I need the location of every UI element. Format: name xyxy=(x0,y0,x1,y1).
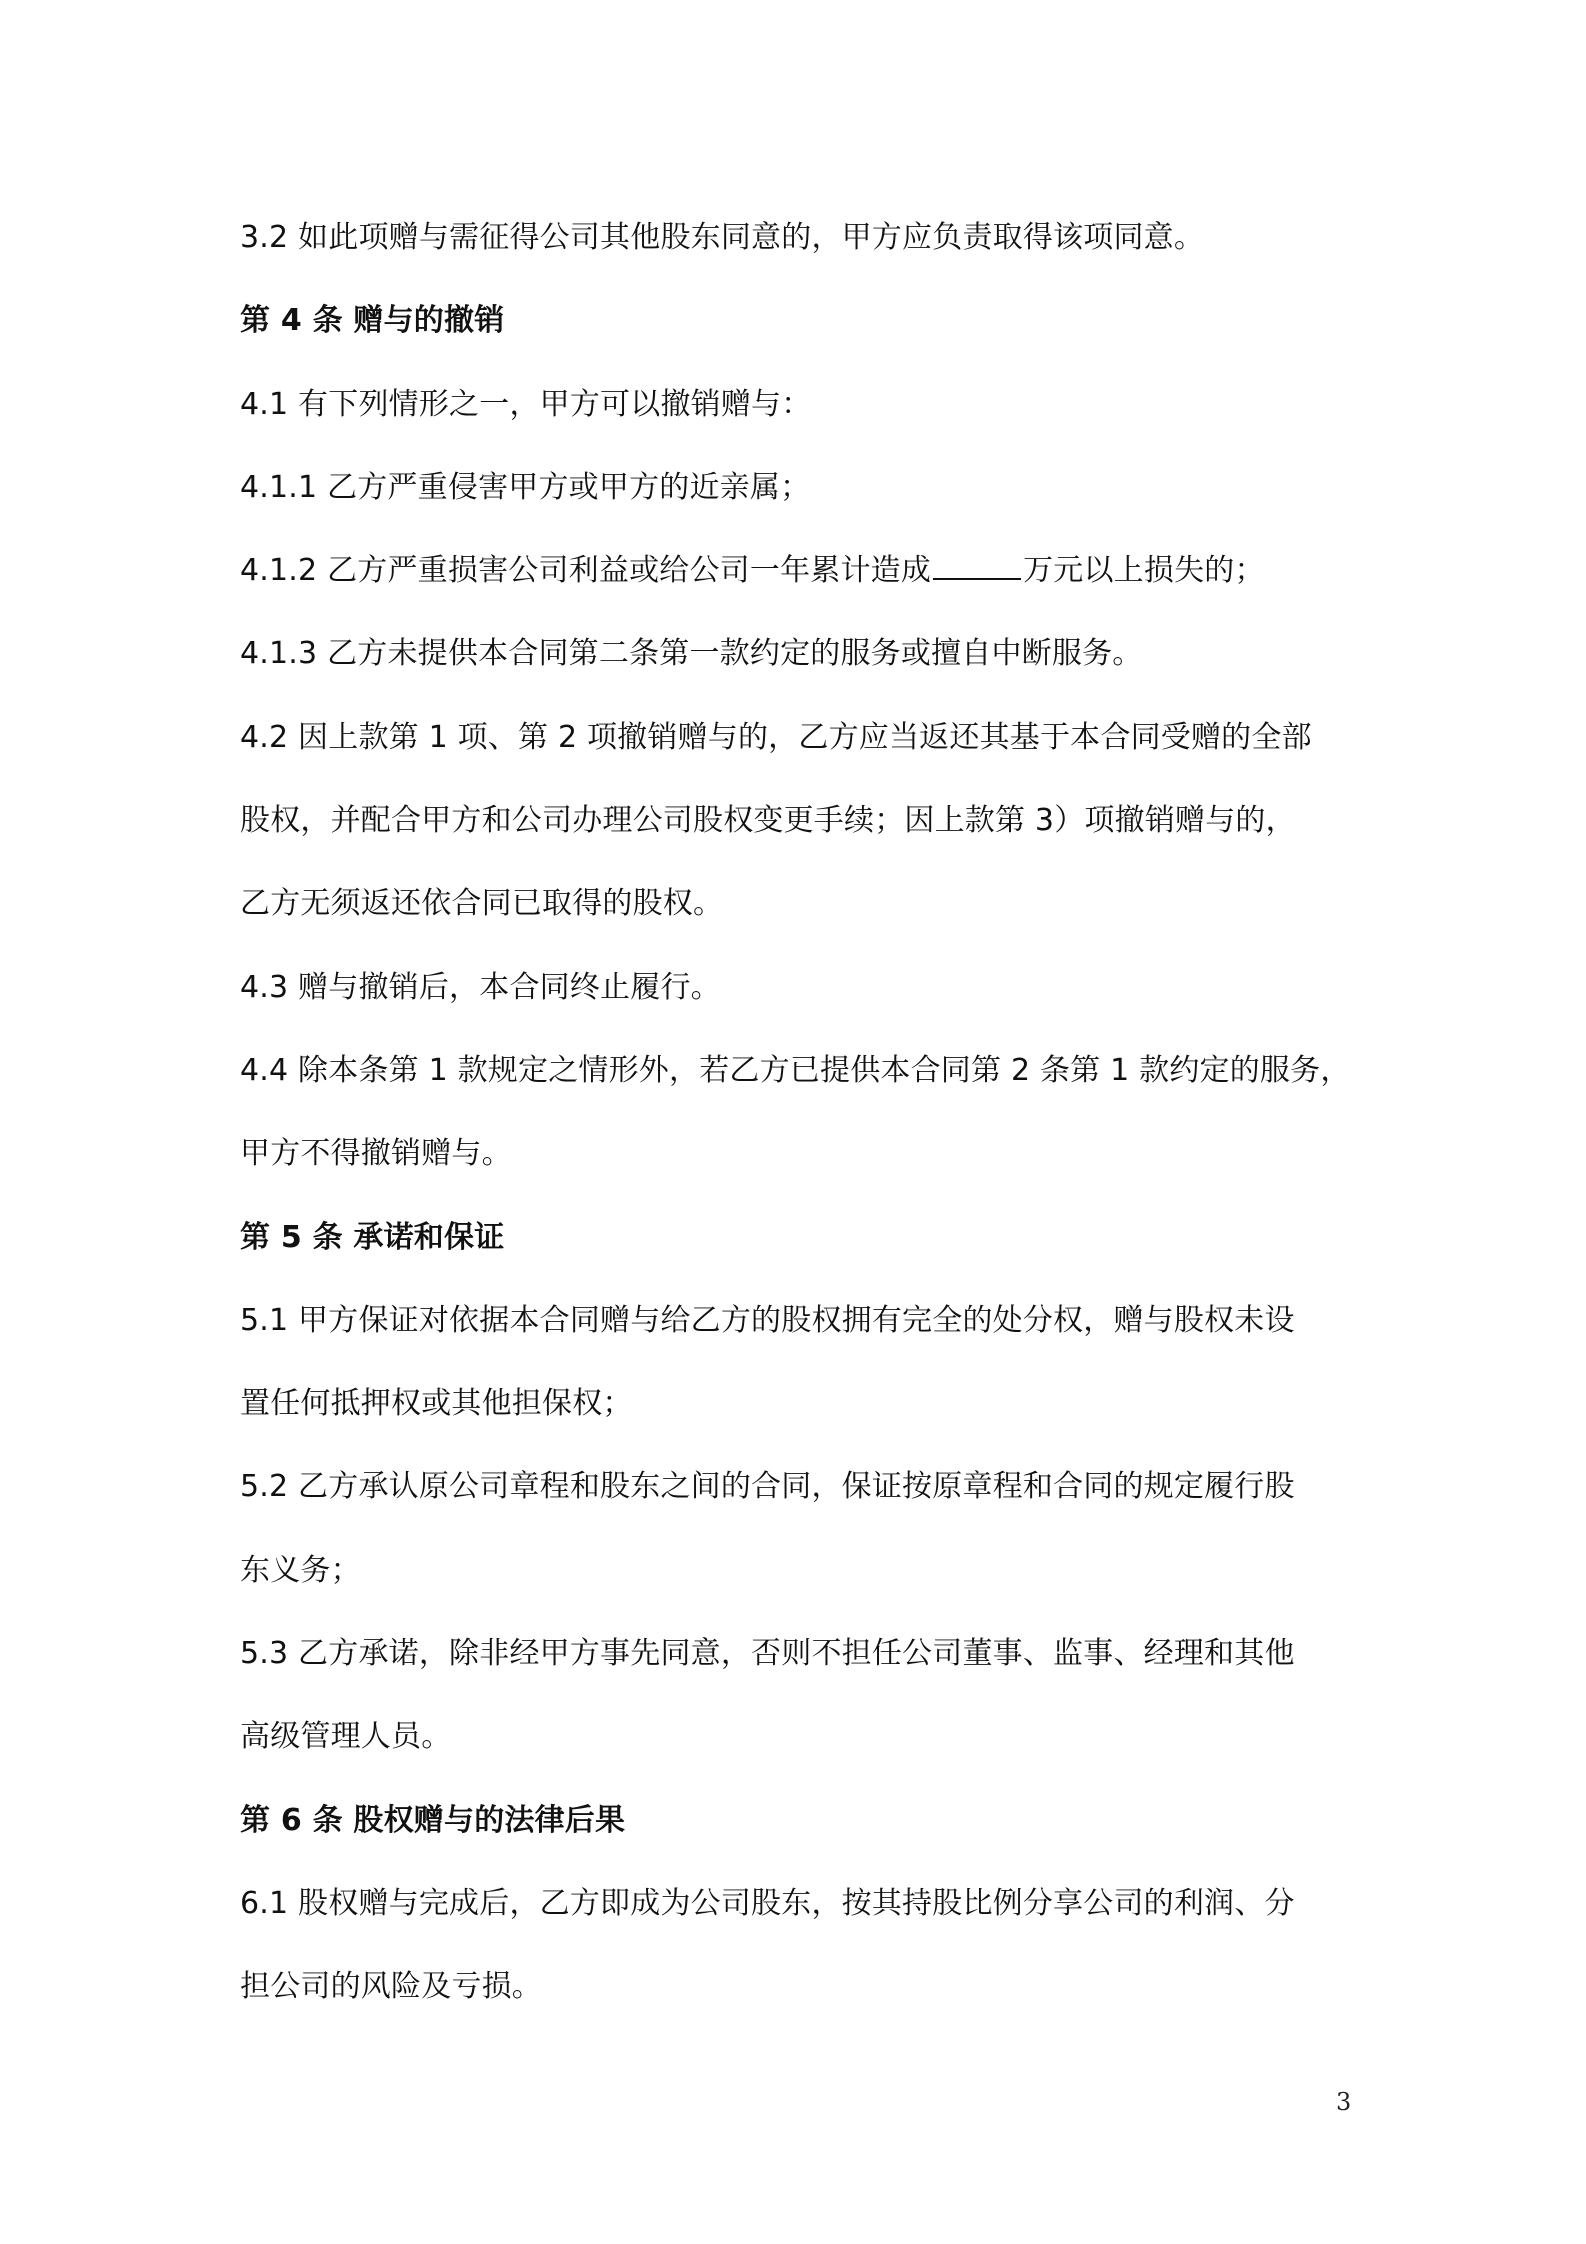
paragraph-line: 4.3 赠与撤销后，本合同终止履行。 xyxy=(240,969,721,1005)
paragraph-line: 5.3 乙方承诺，除非经甲方事先同意，否则不担任公司董事、监事、经理和其他 xyxy=(240,1636,1295,1672)
paragraph-line: 4.4 除本条第 1 款规定之情形外，若乙方已提供本合同第 2 条第 1 款约定的服务， xyxy=(240,1052,1351,1088)
document-body xyxy=(240,196,1360,2029)
fill-in-blank xyxy=(933,548,1021,580)
paragraph-line: 6.1 股权赠与完成后，乙方即成为公司股东，按其持股比例分享公司的利润、分 xyxy=(240,1885,1295,1921)
paragraph-line: 置任何抵押权或其他担保权； xyxy=(240,1386,633,1422)
paragraph-line: 5.2 乙方承认原公司章程和股东之间的合同，保证按原章程和合同的规定履行股 xyxy=(240,1469,1295,1505)
paragraph-line: 甲方不得撤销赠与。 xyxy=(240,1136,512,1172)
paragraph-line xyxy=(240,529,1360,612)
paragraph-line: 4.1 有下列情形之一，甲方可以撤销赠与： xyxy=(240,386,812,422)
section-heading: 第 5 条 承诺和保证 xyxy=(240,1219,505,1255)
paragraph-line: 担公司的风险及亏损。 xyxy=(240,1969,542,2005)
section-heading: 第 6 条 股权赠与的法律后果 xyxy=(240,1802,626,1838)
paragraph-line: 东义务； xyxy=(240,1552,361,1588)
paragraph-text: 万元以上损失的； xyxy=(1023,553,1265,589)
paragraph-text: 4.1.2 乙方严重损害公司利益或给公司一年累计造成 xyxy=(240,553,932,589)
paragraph-line: 高级管理人员。 xyxy=(240,1719,452,1755)
paragraph-line: 5.1 甲方保证对依据本合同赠与给乙方的股权拥有完全的处分权，赠与股权未设 xyxy=(240,1302,1295,1338)
paragraph-line: 乙方无须返还依合同已取得的股权。 xyxy=(240,886,724,922)
paragraph-line: 4.2 因上款第 1 项、第 2 项撤销赠与的，乙方应当返还其基于本合同受赠的全部 xyxy=(240,719,1312,755)
paragraph-line: 4.1.3 乙方未提供本合同第二条第一款约定的服务或擅自中断服务。 xyxy=(240,636,1143,672)
section-heading: 第 4 条 赠与的撤销 xyxy=(240,303,505,339)
paragraph-line: 3.2 如此项赠与需征得公司其他股东同意的，甲方应负责取得该项同意。 xyxy=(240,220,1205,255)
paragraph-line: 股权，并配合甲方和公司办理公司股权变更手续；因上款第 3）项撤销赠与的， xyxy=(240,803,1296,839)
page-number: 3 xyxy=(1336,2088,1352,2116)
paragraph-line: 4.1.1 乙方严重侵害甲方或甲方的近亲属； xyxy=(240,469,811,505)
